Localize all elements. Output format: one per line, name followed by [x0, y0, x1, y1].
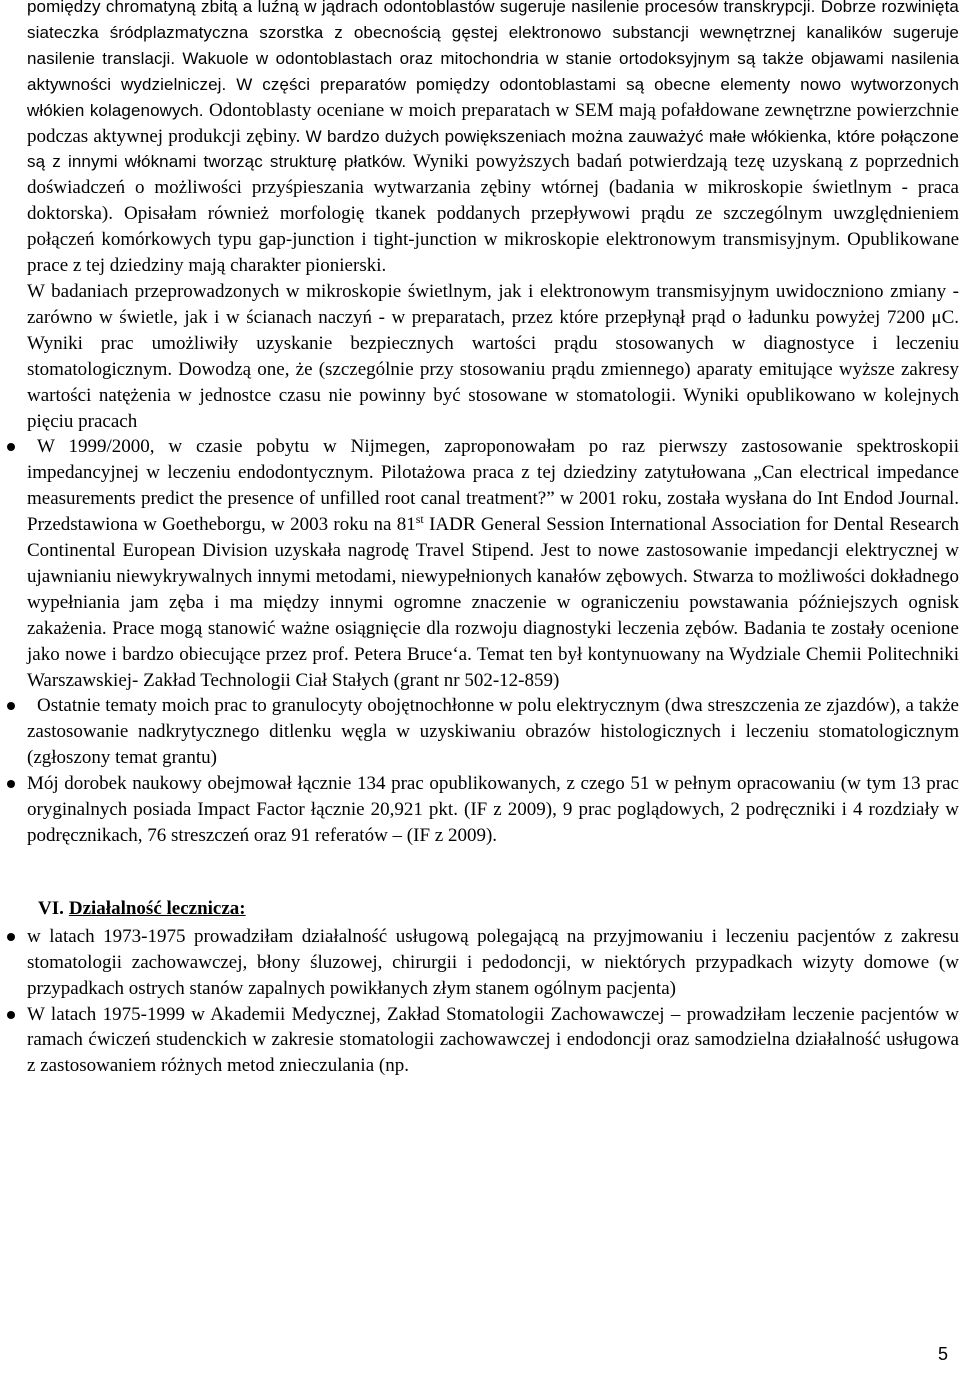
publications-text: Mój dorobek naukowy obejmował łącznie 134 prac opublikowanych, z czego 51 w pełnym opracowaniu (w tym 13 prac oryginalnych posiada Impact Factor łącznie 20,921 pkt. (IF z 2009), 9 prac poglądowych, 2 podręczniki i 4 rozdziały w podręcznikach, 76 streszczeń oraz 91 referatów – (IF z 2009).	[27, 773, 959, 846]
ordinal-suffix: st	[415, 512, 424, 527]
impedance-text-end: IADR General Session International Association for Dental Research Continental European Division uzyskała nagrodę Travel Stipend. Jest to nowe zastosowanie impedancji elektrycznej w ujawnianiu niewykrywalnych innymi metodami, niewypełnionych kanałów zębowych. Stwarza to możliwości dokładnego wypełniania jam zęba i ma między innymi ogromne znaczenie w ograniczeniu powstawania późniejszych ognisk zakażenia. Prace mogą stanowić ważne osiągnięcie dla rozwoju diagnostyki leczenia zębów. Badania te zostały ocenione jako nowe i bardzo obiecujące przez prof. Petera Bruce‘a. Temat ten był kontynuowany na Wydziale Chemii Politechniki Warszawskiej- Zakład Technologii Ciał Stałych (grant nr 502-12-859)	[27, 514, 960, 691]
clinical-list	[27, 924, 959, 1079]
list-item-1973	[27, 924, 959, 1002]
clinical-text-1973: w latach 1973-1975 prowadziłam działalność usługową polegającą na przyjmowaniu i leczeniu pacjentów z zakresu stomatologii zachowawczej, błony śluzowej, chirurgii i pedodoncji, w niektórych przypadkach wizyty domowe (w przypadkach ostrych stanów zapalnych powikłanych złym stanem ogólnym pacjenta)	[27, 925, 959, 999]
section-title: Działalność lecznicza:	[68, 897, 246, 919]
paragraph-microscopy-text: W badaniach przeprowadzonych w mikroskopie świetlnym, jak i elektronowym transmisyjnym uwidoczniono zmiany - zarówno w świetle, jak i w ścianach naczyń - w preparatach, przez które przepłynął prąd o ładunku powyżej 7200 μC. Wyniki prac umożliwiły uzyskanie bezpiecznych wartości prądu stosowanych w diagnostyce i leczeniu stomatologicznym. Dowodzą one, że (szczególnie przy stosowaniu prądu zmiennego) aparaty emitujące wyższe zakresy wartości natężenia w jednostce czasu nie powinny być stosowane w stomatologii. Wyniki opublikowano w kolejnych pięciu pracach	[27, 280, 959, 432]
paragraph-microscopy	[27, 279, 959, 434]
impedance-text-start: W 1999/2000, w czasie pobytu w Nijmegen, zaproponowałam po raz pierwszy zastosowanie spektroskopii impedancyjnej w leczeniu endodontycznym. Pilotażowa praca z tej dziedziny zatytułowana „Can electrical impedance measurements predict the presence of unfilled root canal treatment?” w 2001 roku, została wysłana do Int Endod Journal. Przedstawiona w Goetheborgu, w 2003 roku na 81	[27, 436, 959, 536]
bullet-icon	[7, 1011, 15, 1019]
sentence-results: Wyniki powyższych badań potwierdzają tezę uzyskaną z poprzednich doświadczeń o możliwości przyśpieszania wytwarzania zębiny wtórnej (badania w mikroskopie świetlnym - praca doktorska).	[27, 151, 959, 225]
bullet-icon	[7, 443, 15, 451]
bullet-icon	[7, 933, 15, 941]
sentence-transcription: pomiędzy chromatyną zbitą a luźną w jądrach odontoblastów sugeruje nasilenie procesów transkrypcji.	[27, 0, 816, 16]
recent-topics-text: Ostatnie tematy moich prac to granulocyty obojętnochłonne w polu elektrycznym (dwa streszczenia ze zjazdów), a także zastosowanie nadkrytycznego ditlenku węgla w uzyskiwaniu obrazów histologicznych i leczeniu stomatologicznym (zgłoszony temat grantu)	[27, 695, 959, 769]
sentence-pioneer: Opublikowane prace z tej dziedziny mają charakter pionierski.	[27, 229, 960, 277]
sentence-collagen: W części preparatów pomiędzy odontoblastami są obecne elementy nowo wytworzonych włókien kolagenowych.	[27, 74, 960, 120]
sentence-secretion: Wakuole w odontoblastach oraz mitochondria w stanie ortodoksyjnym są także objawami nasilenia aktywności wydzielniczej.	[27, 48, 960, 94]
bullet-icon	[7, 780, 15, 788]
sentence-translation: Dobrze rozwinięta siateczka śródplazmatyczna szorstka z obecnością gęstej elektronowo substancji wewnętrznej kanalików sugeruje nasilenie translacji.	[27, 0, 959, 68]
clinical-text-1975: W latach 1975-1999 w Akademii Medycznej, Zakład Stomatologii Zachowawczej – prowadziłam leczenie pacjentów w ramach ćwiczeń studenckich w zakresie stomatologii zachowawczej i endodoncji oraz samodzielna działalność usługowa z zastosowaniem różnych metod znieczulania (np.	[27, 1003, 959, 1077]
page-number: 5	[937, 1344, 948, 1364]
paragraph-histology-findings	[27, 0, 959, 279]
list-item-recent-topics	[27, 693, 959, 771]
document-body	[27, 0, 959, 1079]
sentence-sem: Odontoblasty oceniane w moich preparatach w SEM mają pofałdowane zewnętrzne powierzchnie podczas aktywnej produkcji zębiny.	[27, 99, 959, 147]
list-item-impedance	[27, 434, 959, 693]
bullet-icon	[7, 702, 15, 710]
list-item-1975	[27, 1002, 959, 1080]
sentence-morphology: Opisałam również morfologię tkanek poddanych przepływowi prądu ze szczególnym uwzględnieniem połączeń komórkowych typu gap-junction i tight-junction w mikroskopie elektronowym transmisyjnym.	[27, 203, 959, 251]
section-number: VI.	[38, 897, 64, 919]
section-heading	[27, 896, 959, 922]
list-item-publications	[27, 771, 959, 849]
sentence-fibrils: W bardzo dużych powiększeniach można zauważyć małe włókienka, które połączone są z innymi włóknami tworząc strukturę płatków.	[27, 126, 959, 172]
research-list	[27, 434, 959, 849]
